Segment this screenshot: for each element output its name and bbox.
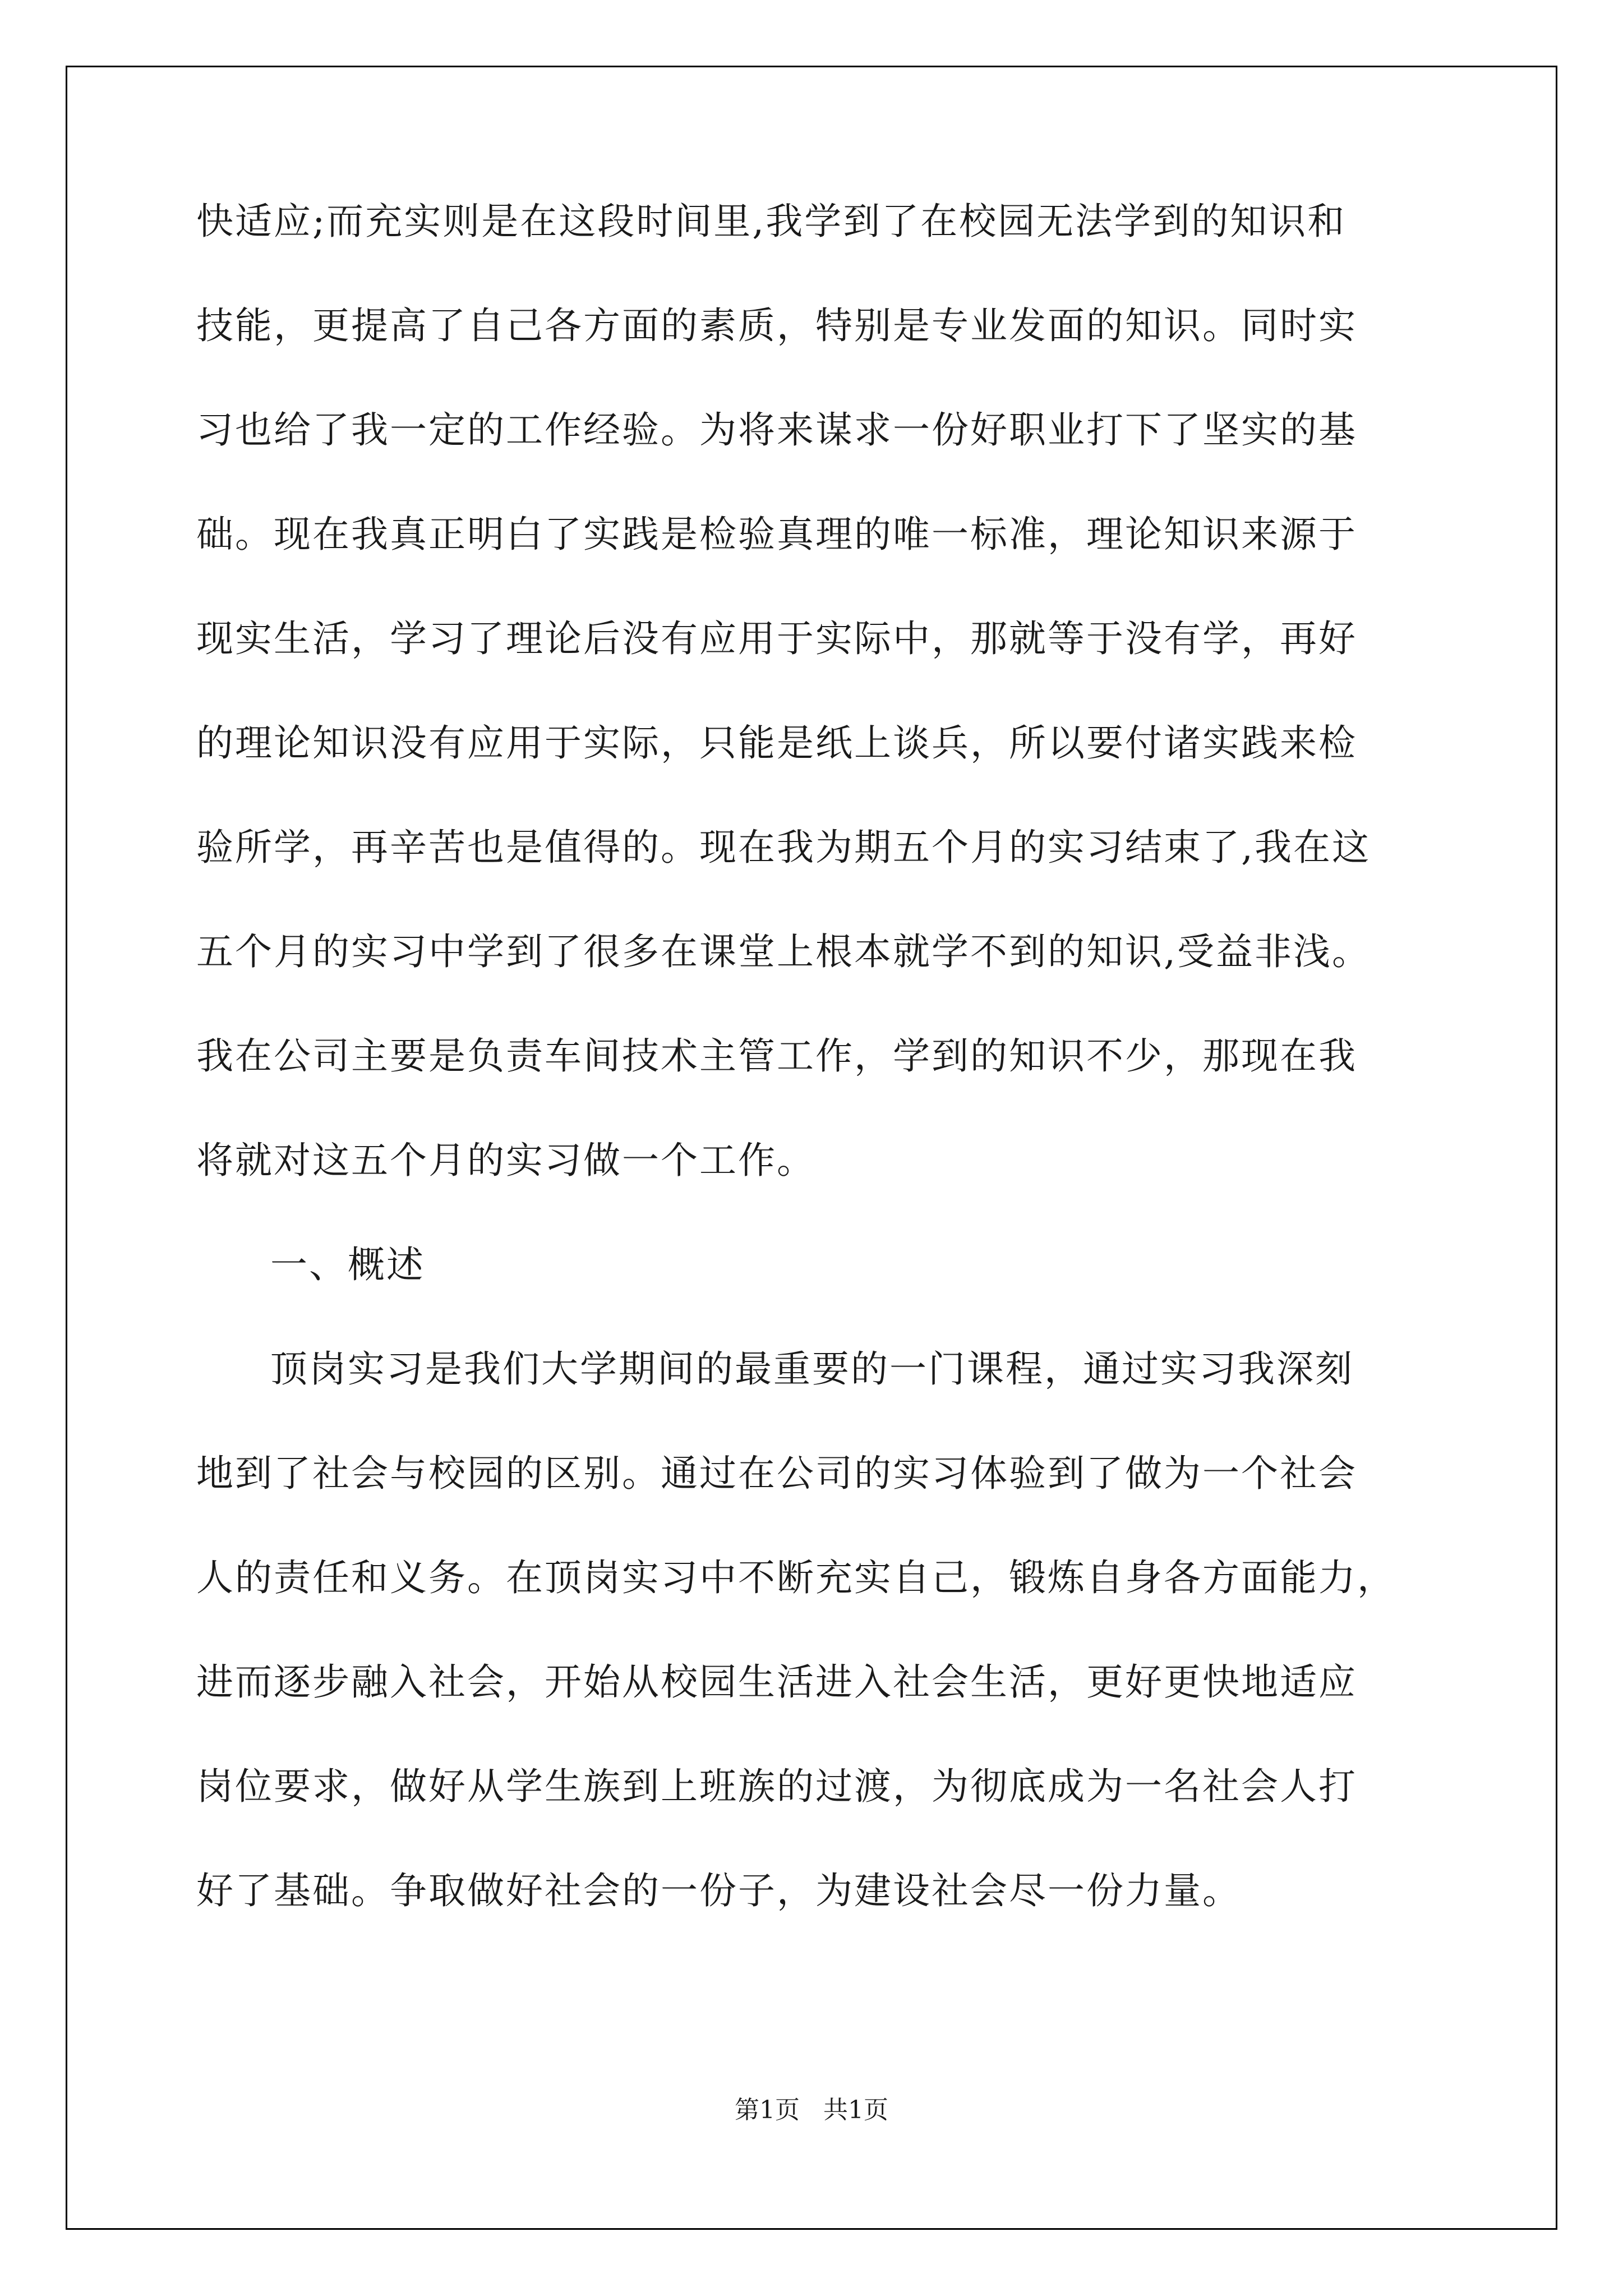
- text-line-14: 人的责任和义务。在顶岗实习中不断充实自己，锻炼自身各方面能力，: [196, 1556, 1396, 1599]
- text-line-5: 现实生活，学习了理论后没有应用于实际中，那就等于没有学，再好: [196, 617, 1357, 660]
- text-line-2: 技能，更提高了自己各方面的素质，特别是专业发面的知识。同时实: [196, 304, 1357, 347]
- text-line-15: 进而逐步融入社会，开始从校园生活进入社会生活，更好更快地适应: [196, 1660, 1357, 1704]
- text-line-16: 岗位要求，做好从学生族到上班族的过渡，为彻底成为一名社会人打: [196, 1765, 1357, 1808]
- text-line-13: 地到了社会与校园的区别。通过在公司的实习体验到了做为一个社会: [196, 1452, 1357, 1495]
- text-line-1: 快适应;而充实则是在这段时间里,我学到了在校园无法学到的知识和: [196, 200, 1347, 243]
- text-line-7: 验所学，再辛苦也是值得的。现在我为期五个月的实习结束了,我在这: [196, 826, 1371, 869]
- section-heading: 一、概述: [270, 1243, 425, 1286]
- document-body: [196, 200, 1430, 1977]
- page-footer: 第1页 共1页: [735, 2096, 888, 2124]
- text-line-8: 五个月的实习中学到了很多在课堂上根本就学不到的知识,受益非浅。: [196, 930, 1371, 973]
- text-line-9: 我在公司主要是负责车间技术主管工作，学到的知识不少，那现在我: [196, 1034, 1357, 1078]
- text-line-17: 好了基础。争取做好社会的一份子，为建设社会尽一份力量。: [196, 1869, 1241, 1912]
- text-line-12: 顶岗实习是我们大学期间的最重要的一门课程，通过实习我深刻: [270, 1347, 1354, 1391]
- text-line-6: 的理论知识没有应用于实际，只能是纸上谈兵，所以要付诸实践来检: [196, 721, 1357, 765]
- text-line-10: 将就对这五个月的实习做一个工作。: [196, 1139, 815, 1182]
- text-line-3: 习也给了我一定的工作经验。为将来谋求一份好职业打下了坚实的基: [196, 408, 1357, 452]
- text-line-4: 础。现在我真正明白了实践是检验真理的唯一标准，理论知识来源于: [196, 513, 1357, 556]
